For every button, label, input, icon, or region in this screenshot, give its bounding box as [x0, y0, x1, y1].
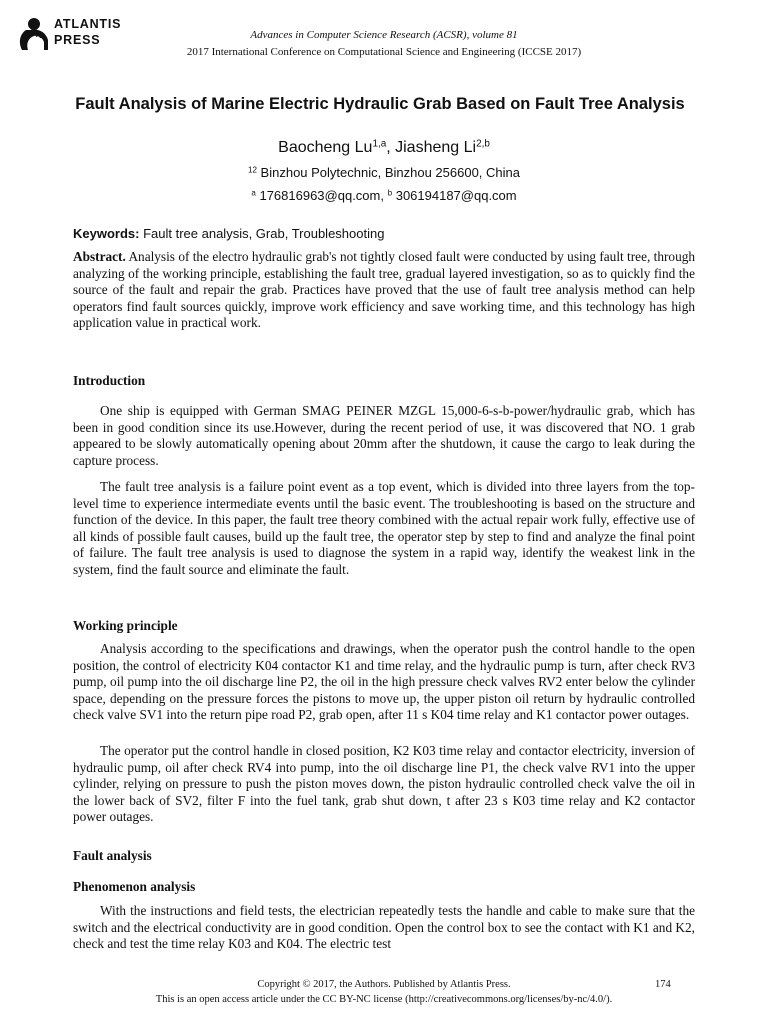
affiliation-text: Binzhou Polytechnic, Binzhou 256600, China: [260, 165, 521, 180]
subsection-heading-phenomenon: Phenomenon analysis: [73, 879, 196, 894]
abstract: [73, 249, 695, 332]
copyright-notice: Copyright © 2017, the Authors. Published by Atlantis Press.: [257, 979, 511, 990]
section-heading-working-principle: Working principle: [73, 618, 178, 633]
logo-text-line2: PRESS: [54, 33, 101, 47]
paragraph: One ship is equipped with German SMAG PEINER MZGL 15,000-6-s-b-power/hydraulic grab, which has been in good condition since its use.However, during the recent period of use, it was discovered that NO. 1 grab appeared to be slowly automatically opening about 20mm after the shutdown, it cause the cargo to leak during the capture process.: [73, 403, 695, 468]
author-name: Baocheng Lu: [278, 139, 373, 156]
keywords-text: Fault tree analysis, Grab, Troubleshooting: [143, 226, 385, 241]
paragraph: The fault tree analysis is a failure point event as a top event, which is divided into three layers from the top-level time to experience intermediate events until the basic event. The troubleshooting is based on the structure and function of the device. In this paper, the fault tree theory combined with the actual repair work fully, effective use of all kinds of possible fault causes, build up the fault tree, the operator step by step to find and analyze the final point of failure. The fault tree analysis is used to diagnose the system in a rapid way, identify the weakest link in the system, find the fault source and eliminate the fault.: [73, 479, 695, 577]
keywords-label: Keywords:: [73, 226, 140, 241]
affiliation-marker: 12: [247, 165, 257, 175]
abstract-label: Abstract.: [73, 249, 126, 264]
conference-header: 2017 International Conference on Computational Science and Engineering (ICCSE 2017): [186, 46, 582, 58]
keywords: [73, 226, 384, 241]
series-header: Advances in Computer Science Research (ACSR), volume 81: [250, 29, 518, 41]
abstract-text: Analysis of the electro hydraulic grab's not tightly closed fault were conducted by using fault tree, through analyzing of the working principle, establishing the fault tree, gradual layered investigation, so as to quickly find the source of the fault and repair the grab. Practices have proved that the use of fault tree analysis method can help operators find fault sources quickly, improve work efficiency and save working time, and this technology has high application value in practical work.: [73, 249, 696, 331]
paragraph: The operator put the control handle in closed position, K2 K03 time relay and contactor electricity, inversion of hydraulic pump, oil after check RV4 into pump, into the oil discharge line P1, the check valve RV1 into the upper cylinder, relying on pressure to push the piston moves down, the piston hydraulic controlled check valve the oil in the lower back of SV2, filter F into the fuel tank, grab shut down, t after 23 s K03 time relay and K2 contactor power outages.: [73, 743, 695, 825]
section-heading-fault-analysis: Fault analysis: [73, 848, 152, 863]
email-marker-b: b: [387, 188, 393, 198]
author-emails: [0, 188, 768, 203]
paragraph: With the instructions and field tests, the electrician repeatedly tests the handle and cable to make sure that the switch and the electrical conductivity are in good condition. Open the control box to see the contact with K1 and K2, check and test the time relay K03 and K04. The electric test: [73, 903, 695, 952]
page-number: 174: [655, 979, 671, 990]
author-marker: 1,a: [372, 138, 387, 150]
paragraph: Analysis according to the specifications and drawings, when the operator push the control handle to the open position, the control of electricity K04 contactor K1 and time relay, and the hydraulic pump is turn, after check RV3 pump, oil pump into the oil discharge line P2, the oil in the high pressure check valves RV2 enter below the cylinder space, depending on the pressure forces the pistons to move up, the upper piston oil return by hydraulic controlled check valve SV1 into the return pipe road P2, grab open, after 11 s K04 time relay and K1 contactor power outages.: [73, 641, 695, 723]
paper-title: Fault Analysis of Marine Electric Hydraulic Grab Based on Fault Tree Analysis: [75, 95, 685, 113]
affiliation: [0, 165, 768, 180]
email-a: 176816963@qq.com,: [259, 188, 384, 203]
logo-text-line1: ATLANTIS: [54, 17, 122, 31]
author-list: Baocheng Lu$^{1,a}$, Jiasheng Li$^{2,b}$: [278, 138, 490, 156]
email-b: 306194187@qq.com: [395, 188, 517, 203]
section-heading-introduction: Introduction: [73, 373, 146, 388]
license-notice: This is an open access article under the CC BY-NC license (http://creativecommons.org/licenses/by-nc/4.0/).: [155, 994, 613, 1005]
email-marker-a: a: [251, 188, 256, 198]
author-name: Jiasheng Li: [395, 139, 477, 156]
author-marker: 2,b: [476, 138, 490, 150]
